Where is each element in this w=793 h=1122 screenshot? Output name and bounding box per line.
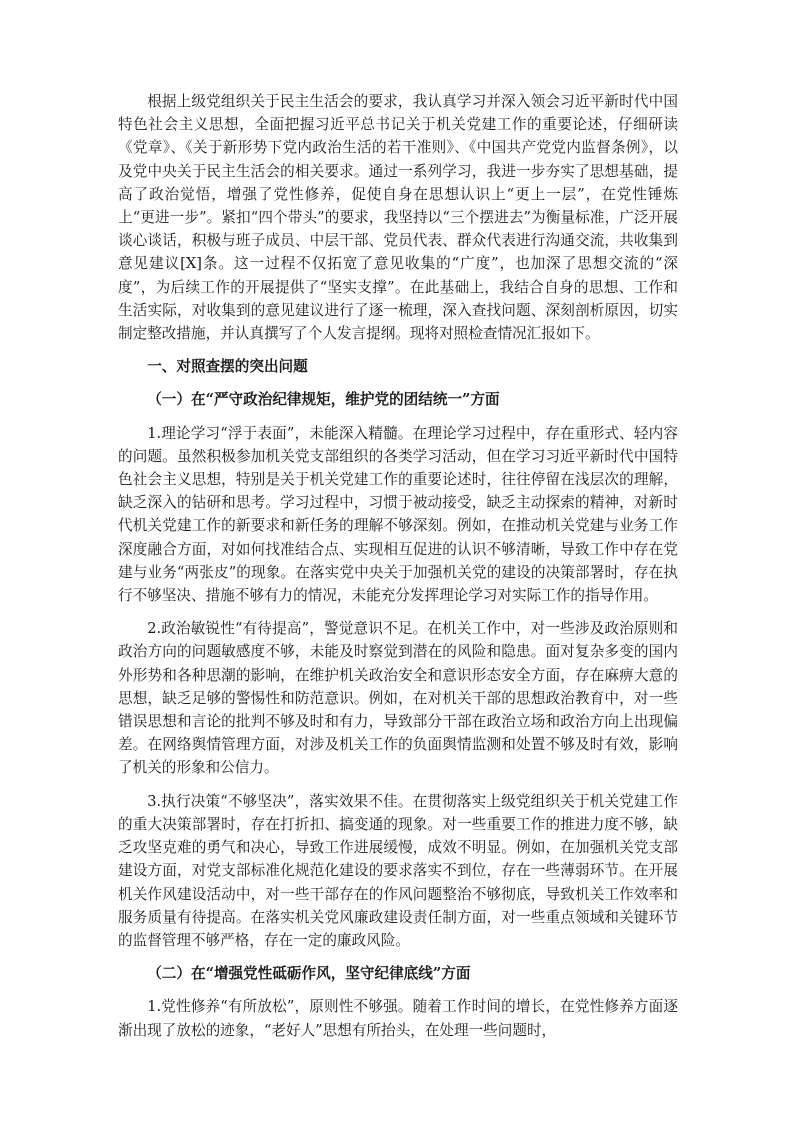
intro-paragraph: 根据上级党组织关于民主生活会的要求，我认真学习并深入领会习近平新时代中国特色社会主义思想，全面把握习近平总书记关于机关党建工作的重要论述，仔细研读《党章》、《关于新形势下党内政治生活的若干准则》、《中国共产党党内监督条例》，以及党中央关于民主生活会的相关要求。通过一系列学习，我进一步夯实了思想基础，提高了政治觉悟，增强了党性修养，促使自身在思想认识上“更上一层”，在党性锤炼上“更进一步”。紧扣“四个带头”的要求，我坚持以“三个摆进去”为衡量标准，广泛开展谈心谈话，积极与班子成员、中层干部、党员代表、群众代表进行沟通交流，共收集到意见建议[X]条。这一过程不仅拓宽了意见收集的“广度”，也加深了思想交流的“深度”，为后续工作的开展提供了“坚实支撑”。在此基础上，我结合自身的思想、工作和生活实际，对收集到的意见建议进行了逐一梳理，深入查找问题、深刻剖析原因，切实制定整改措施，并认真撰写了个人发言提纲。现将对照检查情况汇报如下。	[118, 93, 678, 343]
subsection-heading: （二）在“增强党性砥砺作风，坚守纪律底线”方面	[147, 965, 471, 983]
document-body	[118, 90, 678, 1052]
section-heading: 一、对照查摆的突出问题	[147, 358, 308, 376]
body-paragraph: 1.党性修养“有所放松”，原则性不够强。随着工作时间的增长，在党性修养方面逐渐出现了放松的迹象，“老好人”思想有所抬头，在处理一些问题时，	[118, 998, 678, 1039]
body-paragraph: 2.政治敏锐性“有待提高”，警觉意识不足。在机关工作中，对一些涉及政治原则和政治方向的问题敏感度不够，未能及时察觉到潜在的风险和隐患。面对复杂多变的国内外形势和各种思潮的影响，在维护机关政治安全和意识形态安全方面，存在麻痹大意的思想，缺乏足够的警惕性和防范意识。例如，在对机关干部的思想政治教育中，对一些错误思想和言论的批判不够及时和有力，导致部分干部在政治立场和政治方向上出现偏差。在网络舆情管理方面，对涉及机关工作的负面舆情监测和处置不够及时有效，影响了机关的形象和公信力。	[118, 620, 678, 777]
body-paragraph: 1.理论学习“浮于表面”，未能深入精髓。在理论学习过程中，存在重形式、轻内容的问题。虽然积极参加机关党支部组织的各类学习活动，但在学习习近平新时代中国特色社会主义思想，特别是关于机关党建工作的重要论述时，往往停留在浅层次的理解，缺乏深入的钻研和思考。学习过程中，习惯于被动接受，缺乏主动探索的精神，对新时代机关党建工作的新要求和新任务的理解不够深刻。例如，在推动机关党建与业务工作深度融合方面，对如何找准结合点、实现相互促进的认识不够清晰，导致工作中存在党建与业务“两张皮”的现象。在落实党中央关于加强机关党的建设的决策部署时，存在执行不够坚决、措施不够有力的情况，未能充分发挥理论学习对实际工作的指导作用。	[118, 424, 678, 605]
subsection-heading: （一）在“严守政治纪律规矩，维护党的团结统一”方面	[147, 391, 500, 409]
body-paragraph: 3.执行决策“不够坚决”，落实效果不佳。在贯彻落实上级党组织关于机关党建工作的重大决策部署时，存在打折扣、搞变通的现象。对一些重要工作的推进力度不够，缺乏攻坚克难的勇气和决心，导致工作进展缓慢，成效不明显。例如，在加强机关党支部建设方面，对党支部标准化规范化建设的要求落实不到位，存在一些薄弱环节。在开展机关作风建设活动中，对一些干部存在的作风问题整治不够彻底，导致机关工作效率和服务质量有待提高。在落实机关党风廉政建设责任制方面，对一些重点领域和关键环节的监督管理不够严格，存在一定的廉政风险。	[118, 792, 678, 949]
